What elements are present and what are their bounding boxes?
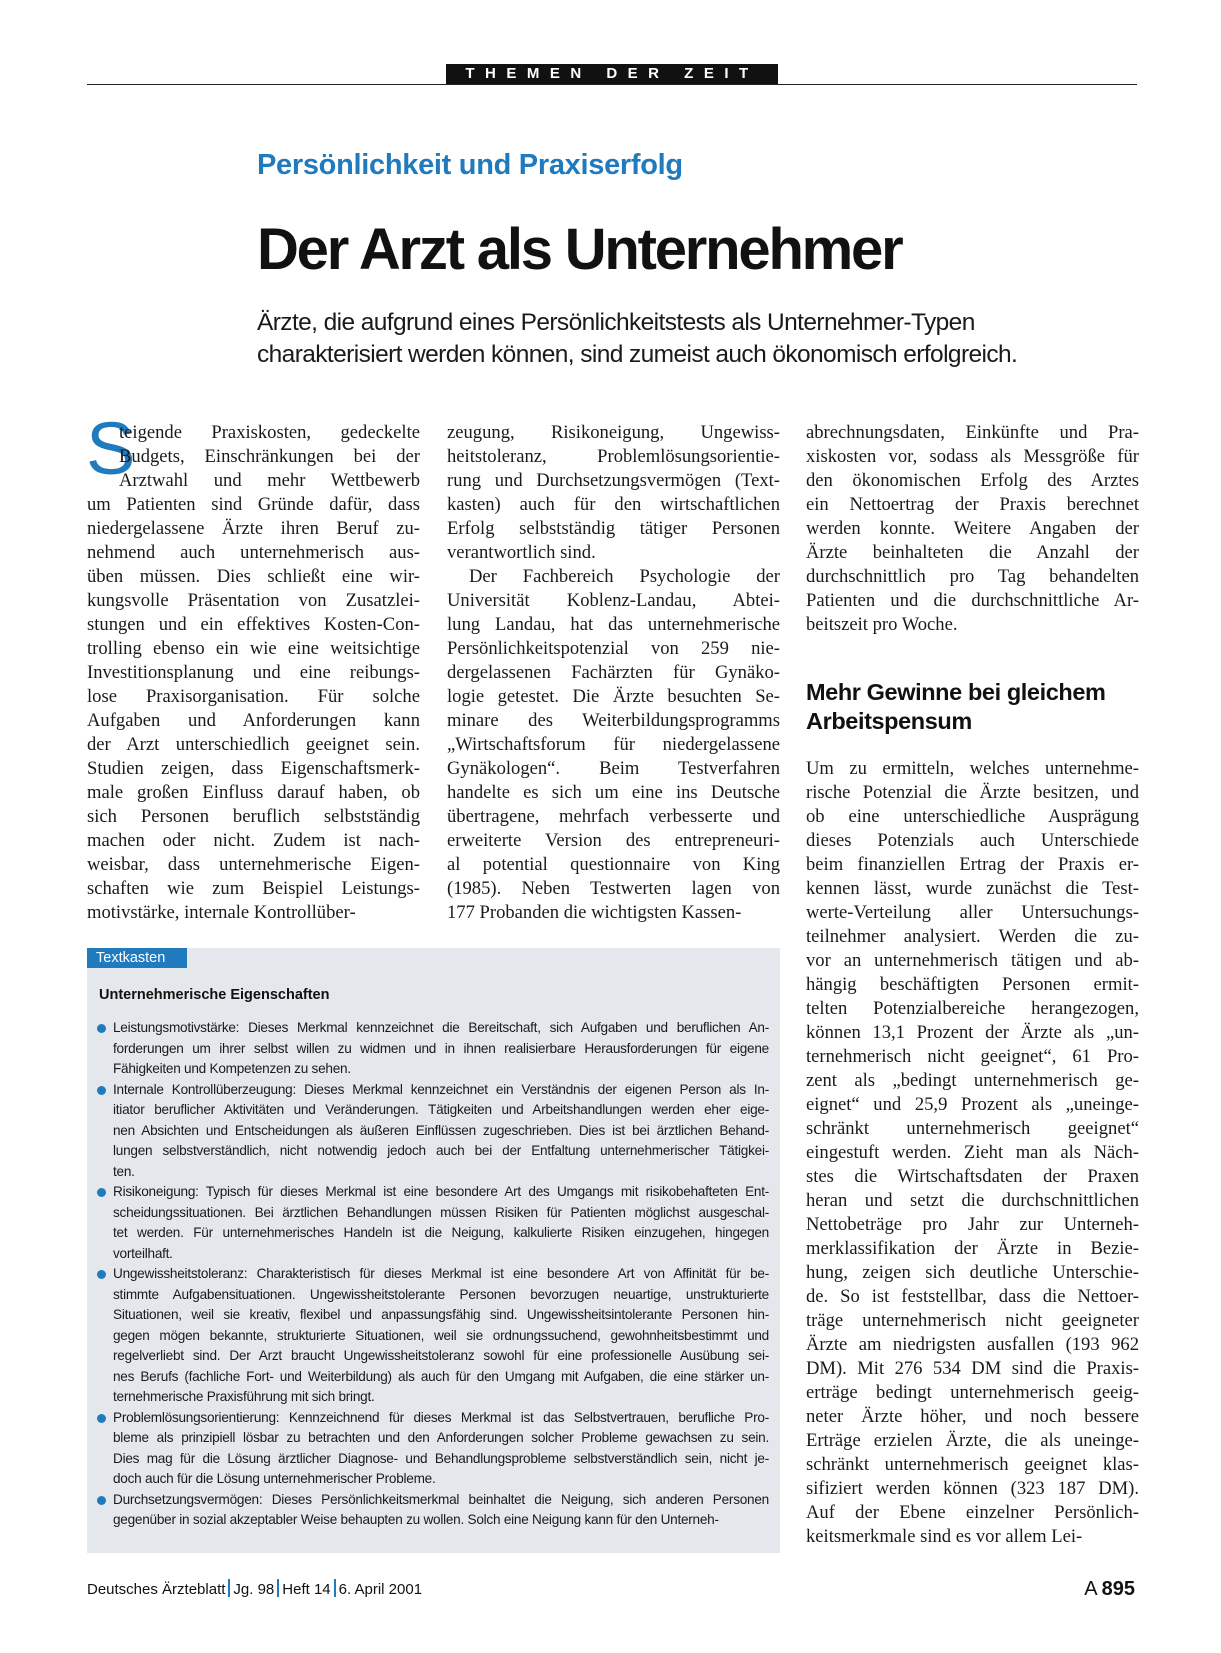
article-kicker: Persönlichkeit und Praxiserfolg [257,149,683,181]
body-line: den ökonomischen Erfolg des Arztes [806,470,1139,491]
journal-issue: Heft 14 [282,1581,331,1598]
article-lead [257,307,1137,371]
body-line: keitsmerkmale sind es vor allem Lei- [806,1526,1083,1547]
textbox-line: nen Absichten und Entscheidungen als äußeren Einflüssen zugeschrieben. Dies ist bei ärztlichen Behand- [113,1122,769,1138]
body-column-3 [806,421,1139,637]
body-line: ternehmerisch nicht geeignet“, 61 Pro- [806,1046,1139,1067]
body-column-3-continued [806,757,1139,1549]
textbox-title: Unternehmerische Eigenschaften [99,987,330,1003]
footer-separator [228,1579,230,1597]
body-line: Der Fachbereich Psychologie der [469,566,780,587]
body-line: rung und Durchsetzungsvermögen (Text- [447,470,780,491]
body-line: um Patienten sind Gründe dafür, dass [87,494,420,515]
body-line: schränkt unternehmerisch geeignet klas- [806,1454,1139,1475]
bullet-icon [97,1024,106,1033]
body-line: merklassifikation der Ärzte in Bezie- [806,1238,1139,1259]
textbox-line: Internale Kontrollüberzeugung: Dieses Merkmal kennzeichnet ein Verständnis der eigenen Person als In- [113,1081,769,1097]
textbox-list-item [97,1182,769,1264]
textbox-line: bleme als prinzipiell lösbar zu betrachten und den Anforderungen solcher Probleme gewachsen zu sein. [113,1430,769,1445]
body-line: Universität Koblenz-Landau, Abtei- [447,590,780,611]
body-line: Persönlichkeitspotenzial von 259 nie- [447,638,780,659]
page-prefix: A [1084,1578,1098,1600]
body-line: übertragene, mehrfach verbesserte und [447,806,780,827]
textbox-line: Ungewissheitstoleranz: Charakteristisch für dieses Merkmal ist eine besondere Art von Affinität für be- [113,1266,769,1281]
body-line: „Wirtschaftsforum für niedergelassene [447,734,780,755]
body-line: Arztwahl und mehr Wettbewerb [119,470,420,491]
textbox-line: forderungen um ihrer selbst willen zu widmen und in ihnen realisierbare Herausforderungen für eigene [113,1040,769,1056]
body-line: ein Nettoertrag der Praxis berechnet [806,494,1139,515]
subheading-line: Mehr Gewinne bei gleichem [806,679,1106,705]
body-line: hung, zeigen sich deutliche Unterschie- [806,1262,1139,1283]
textbox-line: Problemlösungsorientierung: Kennzeichnend für dieses Merkmal ist das Selbstvertrauen, berufliche Pro- [113,1409,769,1425]
footer-separator [334,1579,336,1597]
body-line: können 13,1 Prozent der Ärzte als „un- [806,1022,1139,1043]
body-line: schränkt unternehmerisch geeignet“ [806,1118,1139,1139]
body-line: Patienten und die durchschnittliche Ar- [806,590,1139,611]
textbox-line: stimmte Aufgabensituationen. Ungewissheitstolerante Personen bevorzugen neuartige, unstrukturierte [113,1286,769,1302]
textbox-line: gegen mögen bekannte, strukturierte Situationen, weil sie ordnungssuchend, gewohnheitsbestimmt und [113,1327,769,1343]
body-line: werden konnte. Weitere Angaben der [806,518,1139,539]
body-line: sich Personen beruflich selbstständig [87,806,420,827]
bullet-icon [97,1188,106,1197]
body-line: telten Potenzialbereiche herangezogen, [806,998,1139,1019]
body-line: Studien zeigen, dass Eigenschaftsmerk- [87,758,420,779]
body-line: kungsvolle Präsentation von Zusatzlei- [87,590,420,611]
page-number [1084,1576,1135,1602]
section-subheading [806,678,1139,736]
body-line: neter Ärzte höher, und noch bessere [806,1406,1139,1427]
body-line: lung Landau, hat das unternehmerische [447,614,780,635]
body-line: kennen lässt, wurde zunächst die Test- [806,878,1139,899]
body-line: abrechnungsdaten, Einkünfte und Pra- [806,422,1139,443]
journal-volume: Jg. 98 [233,1581,275,1598]
bullet-icon [97,1414,106,1423]
body-line: nehmend auch unternehmerisch aus- [87,542,420,563]
body-line: teigende Praxiskosten, gedeckelte [119,422,420,443]
body-line: beitszeit pro Woche. [806,614,958,635]
body-line: de. So ist feststellbar, dass die Nettoer- [806,1286,1139,1307]
body-line: träge unternehmerisch nicht geeigneter [806,1310,1139,1331]
journal-name: Deutsches Ärzteblatt [87,1581,226,1598]
textbox-list [97,1018,769,1531]
body-line: verantwortlich sind. [447,542,596,563]
footer-citation [87,1579,422,1601]
body-line: motivstärke, internale Kontrollüber- [87,902,356,923]
bullet-icon [97,1086,106,1095]
body-line: logie getestet. Die Ärzte besuchten Se- [447,686,780,707]
body-line: Um zu ermitteln, welches unternehme- [806,758,1139,779]
bullet-icon [97,1270,106,1279]
body-line: Investitionsplanung und eine reibungs- [87,662,420,683]
body-line: hängig beschäftigten Personen ermit- [806,974,1139,995]
textbox-line: itiator beruflicher Aktivitäten und Veränderungen. Tätigkeiten und Arbeitshandlungen werden eher eige- [113,1102,769,1117]
textbox-line: Risikoneigung: Typisch für dieses Merkmal ist eine besondere Art des Umgangs mit risikobehafteten Ent- [113,1184,769,1199]
body-line: üben müssen. Dies schließt eine wir- [87,566,420,587]
article-headline: Der Arzt als Unternehmer [257,217,902,282]
body-line: teilnehmer analysiert. Werden die zu- [806,926,1139,947]
page-number-value: 895 [1101,1578,1135,1600]
textbox-line: scheidungssituationen. Bei ärztlichen Behandlungen müssen Risiken für Patienten möglichst ausgeschal- [113,1204,769,1220]
textbox-line: Situationen, weil sie kreativ, flexibel und anpassungsfähig sind. Ungewissheitsintolerante Personen hin- [113,1307,769,1322]
body-line: Erträge erzielen Ärzte, die als uneinge- [806,1430,1139,1451]
lead-line: Ärzte, die aufgrund eines Persönlichkeitstests als Unternehmer-Typen [257,309,975,336]
body-line: Gynäkologen“. Beim Testverfahren [447,758,780,779]
textbox-line: ten. [113,1163,135,1179]
body-line: machen oder nicht. Zudem ist nach- [87,830,420,851]
body-line: zeugung, Risikoneigung, Ungewiss- [447,422,780,443]
body-line: handelte es sich um eine ins Deutsche [447,782,780,803]
body-line: minare des Weiterbildungsprogramms [447,710,780,731]
body-line: 177 Probanden die wichtigsten Kassen- [447,902,742,923]
textbox-line: doch auch für die Lösung unternehmerischer Probleme. [113,1471,436,1486]
body-line: erträge bedingt unternehmerisch geeig- [806,1382,1139,1403]
textbox-list-item [97,1408,769,1490]
body-line: Budgets, Einschränkungen bei der [119,446,420,467]
body-line: zent als „bedingt unternehmerisch ge- [806,1070,1139,1091]
body-line: durchschnittlich pro Tag behandelten [806,566,1139,587]
body-line: Ärzte beinhalteten die Anzahl der [806,542,1139,563]
body-line: stes die Wirtschaftsdaten der Praxen [806,1166,1139,1187]
textbox-line: Fähigkeiten und Kompetenzen zu sehen. [113,1061,351,1076]
body-line: Aufgaben und Anforderungen kann [87,710,420,731]
journal-date: 6. April 2001 [338,1581,423,1598]
textbox-line: vorteilhaft. [113,1245,173,1261]
body-line: eignet“ und 25,9 Prozent als „uneinge- [806,1094,1139,1115]
body-line: dieses Potenzials auch Unterschiede [806,830,1139,851]
body-line: vor an unternehmerisch tätigen und ab- [806,950,1139,971]
body-line: beim finanziellen Ertrag der Praxis er- [806,854,1139,875]
subheading-line: Arbeitspensum [806,708,972,734]
body-line: sifiziert werden können (323 187 DM). [806,1478,1139,1499]
body-line: heitstoleranz, Problemlösungsorientie- [447,446,780,467]
body-line: schaften wie zum Beispiel Leistungs- [87,878,420,899]
body-line: lose Praxisorganisation. Für solche [87,686,420,707]
body-line: DM). Mit 276 534 DM sind die Praxis- [806,1358,1139,1379]
section-label: THEMEN DER ZEIT [446,64,778,84]
textbox-line: Leistungsmotivstärke: Dieses Merkmal kennzeichnet die Bereitschaft, sich Aufgaben und beruflichen An- [113,1020,769,1035]
body-line: werte-Verteilung aller Untersuchungs- [806,902,1139,923]
textbox-line: Dies mag für die Lösung ärztlicher Diagnose- und Behandlungsprobleme selbstverständlich sein, nicht je- [113,1450,769,1466]
lead-line: charakterisiert werden können, sind zumeist auch ökonomisch erfolgreich. [257,341,1018,368]
body-line: xiskosten vor, sodass als Messgröße für [806,446,1139,467]
body-line: erweiterte Version des entrepreneuri- [447,830,780,851]
body-line: Nettobeträge pro Jahr zur Unterneh- [806,1214,1139,1235]
body-column-1 [87,421,420,925]
body-line: rische Potenzial die Ärzte besitzen, und [806,782,1139,803]
body-line: al potential questionnaire von King [447,854,780,875]
textbox-line: ternehmerische Praxisführung mit sich bringt. [113,1389,375,1404]
body-column-2 [447,421,780,925]
body-line: trolling ebenso ein wie eine weitsichtige [87,638,420,659]
textbox-line: lungen selbstverständlich, nicht notwendig jedoch auch bei der Entfaltung unternehmerischer Tätigkei- [113,1143,769,1158]
textbox-line: nes Berufs (fachliche Fort- und Weiterbildung) als auch für den Umgang mit Aufgaben, die eine stärker un- [113,1368,769,1384]
textbox-list-item [97,1080,769,1183]
body-line: stungen und ein effektives Kosten-Con- [87,614,420,635]
textbox-list-item [97,1264,769,1408]
bullet-icon [97,1496,106,1505]
body-line: (1985). Neben Testwerten lagen von [447,878,780,899]
body-line: Ärzte am niedrigsten ausfallen (193 962 [806,1334,1139,1355]
body-line: male großen Einfluss darauf haben, ob [87,782,420,803]
textbox-tab: Textkasten [87,948,187,968]
textbox-line: tet werden. Für unternehmerisches Handeln ist die Neigung, kalkulierte Risiken einzugehen, hingegen [113,1225,769,1240]
textbox-list-item [97,1490,769,1531]
body-line: niedergelassene Ärzte ihren Beruf zu- [87,518,420,539]
textbox-line: gegenüber in sozial akzeptabler Weise behaupten zu wollen. Solch eine Neigung kann für den Unterneh- [113,1512,719,1527]
body-line: eingestuft werden. Zieht man als Näch- [806,1142,1139,1163]
body-line: der Arzt unterschiedlich geeignet sein. [87,734,420,755]
body-line: kasten) auch für den wirtschaftlichen [447,494,780,515]
body-line: dergelassenen Fachärzten für Gynäko- [447,662,780,683]
body-line: ob eine unterschiedliche Ausprägung [806,806,1139,827]
textbox-list-item [97,1018,769,1080]
drop-cap: S [86,407,136,490]
body-line: Erfolg selbstständig tätiger Personen [447,518,780,539]
header-rule [87,84,1137,85]
body-line: Auf der Ebene einzelner Persönlich- [806,1502,1139,1523]
body-line: weisbar, dass unternehmerische Eigen- [87,854,420,875]
textbox-line: regelverliebt sind. Der Arzt braucht Ungewissheitstoleranz sowohl für eine professionelle Ausübung sei- [113,1348,769,1363]
footer-separator [277,1579,279,1597]
body-line: heran und setzt die durchschnittlichen [806,1190,1139,1211]
textbox-line: Durchsetzungsvermögen: Dieses Persönlichkeitsmerkmal beinhaltet die Neigung, sich anderen Personen [113,1491,769,1507]
